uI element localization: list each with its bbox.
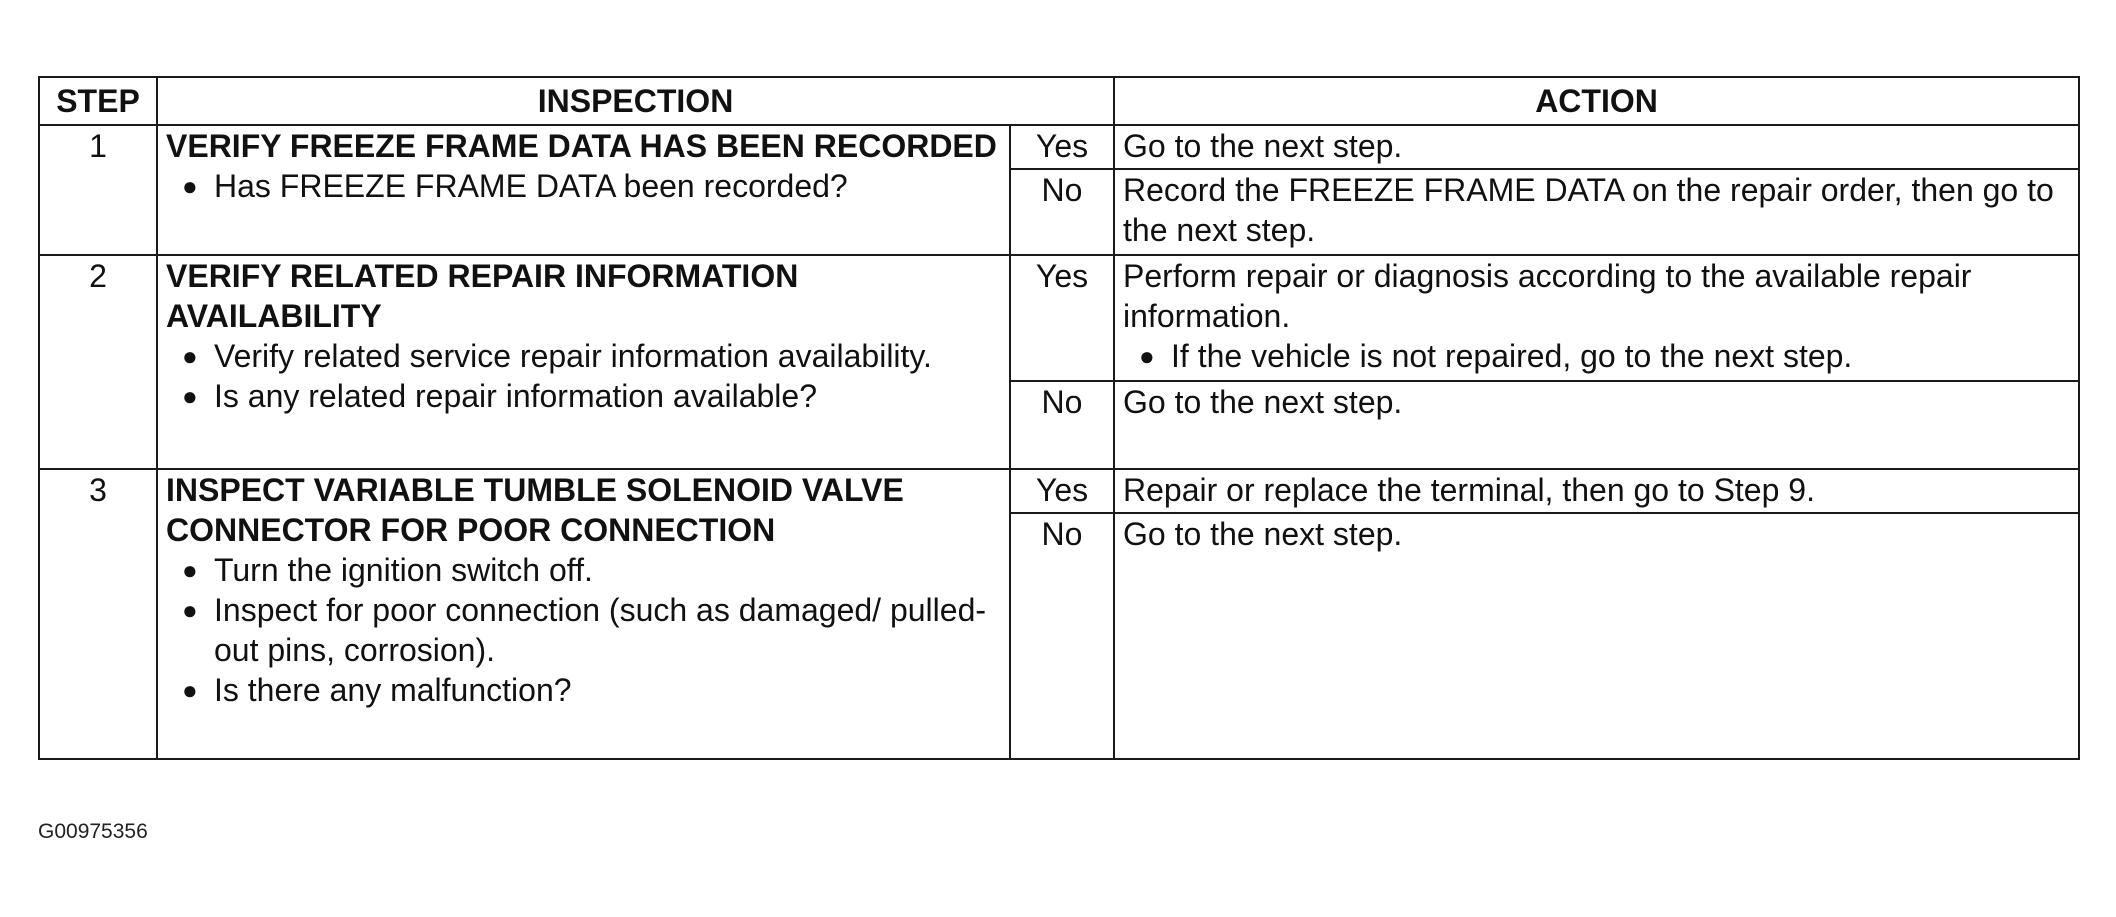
inspection-bullet: ● Verify related service repair information availability.	[182, 338, 932, 374]
bullet-icon: ●	[1139, 341, 1155, 371]
no-action: Go to the next step.	[1114, 381, 2079, 469]
bullet-icon: ●	[182, 341, 198, 371]
inspection-title: INSPECT VARIABLE TUMBLE SOLENOID VALVE CONNECTOR FOR POOR CONNECTION	[166, 472, 904, 548]
step-number: 1	[39, 125, 157, 255]
yes-label: Yes	[1010, 469, 1114, 513]
header-action: ACTION	[1114, 77, 2079, 125]
yes-action: Go to the next step.	[1114, 125, 2079, 169]
bullet-icon: ●	[182, 381, 198, 411]
step-number: 3	[39, 469, 157, 759]
bullet-icon: ●	[182, 595, 198, 625]
inspection-title: VERIFY FREEZE FRAME DATA HAS BEEN RECORDED	[166, 128, 997, 164]
diagnostic-table	[38, 76, 2080, 760]
header-inspection: INSPECTION	[157, 77, 1114, 125]
no-label: No	[1010, 381, 1114, 469]
bullet-icon: ●	[182, 171, 198, 201]
diagnostic-table-container	[38, 76, 2080, 760]
table-row	[39, 125, 2079, 169]
yes-action: Perform repair or diagnosis according to the available repair information.	[1123, 258, 1972, 334]
table-row	[39, 255, 2079, 381]
inspection-bullet: ● Is there any malfunction?	[182, 672, 572, 708]
header-step: STEP	[39, 77, 157, 125]
inspection-bullets	[166, 166, 1001, 206]
inspection-bullet: ● Is any related repair information available?	[182, 378, 817, 414]
header-row	[39, 77, 2079, 125]
figure-id: G00975356	[38, 820, 148, 843]
inspection-cell	[157, 255, 1010, 469]
bullet-icon: ●	[182, 675, 198, 705]
no-action: Go to the next step.	[1114, 513, 2079, 759]
no-action: Record the FREEZE FRAME DATA on the repair order, then go to the next step.	[1114, 169, 2079, 255]
inspection-bullets	[166, 336, 1001, 416]
inspection-title: VERIFY RELATED REPAIR INFORMATION AVAILABILITY	[166, 258, 799, 334]
inspection-bullet: ● Inspect for poor connection (such as damaged/ pulled-out pins, corrosion).	[182, 592, 987, 668]
inspection-cell	[157, 125, 1010, 255]
no-label: No	[1010, 169, 1114, 255]
yes-action: Repair or replace the terminal, then go to Step 9.	[1114, 469, 2079, 513]
inspection-bullet: ● Has FREEZE FRAME DATA been recorded?	[182, 168, 848, 204]
table-row	[39, 469, 2079, 513]
yes-label: Yes	[1010, 255, 1114, 381]
bullet-icon: ●	[182, 555, 198, 585]
inspection-bullet: ● Turn the ignition switch off.	[182, 552, 593, 588]
yes-label: Yes	[1010, 125, 1114, 169]
inspection-cell	[157, 469, 1010, 759]
yes-action-cell	[1114, 255, 2079, 381]
inspection-bullets	[166, 550, 1001, 710]
action-bullet: ● If the vehicle is not repaired, go to the next step.	[1139, 338, 1853, 374]
step-number: 2	[39, 255, 157, 469]
action-bullets	[1123, 336, 2070, 376]
no-label: No	[1010, 513, 1114, 759]
